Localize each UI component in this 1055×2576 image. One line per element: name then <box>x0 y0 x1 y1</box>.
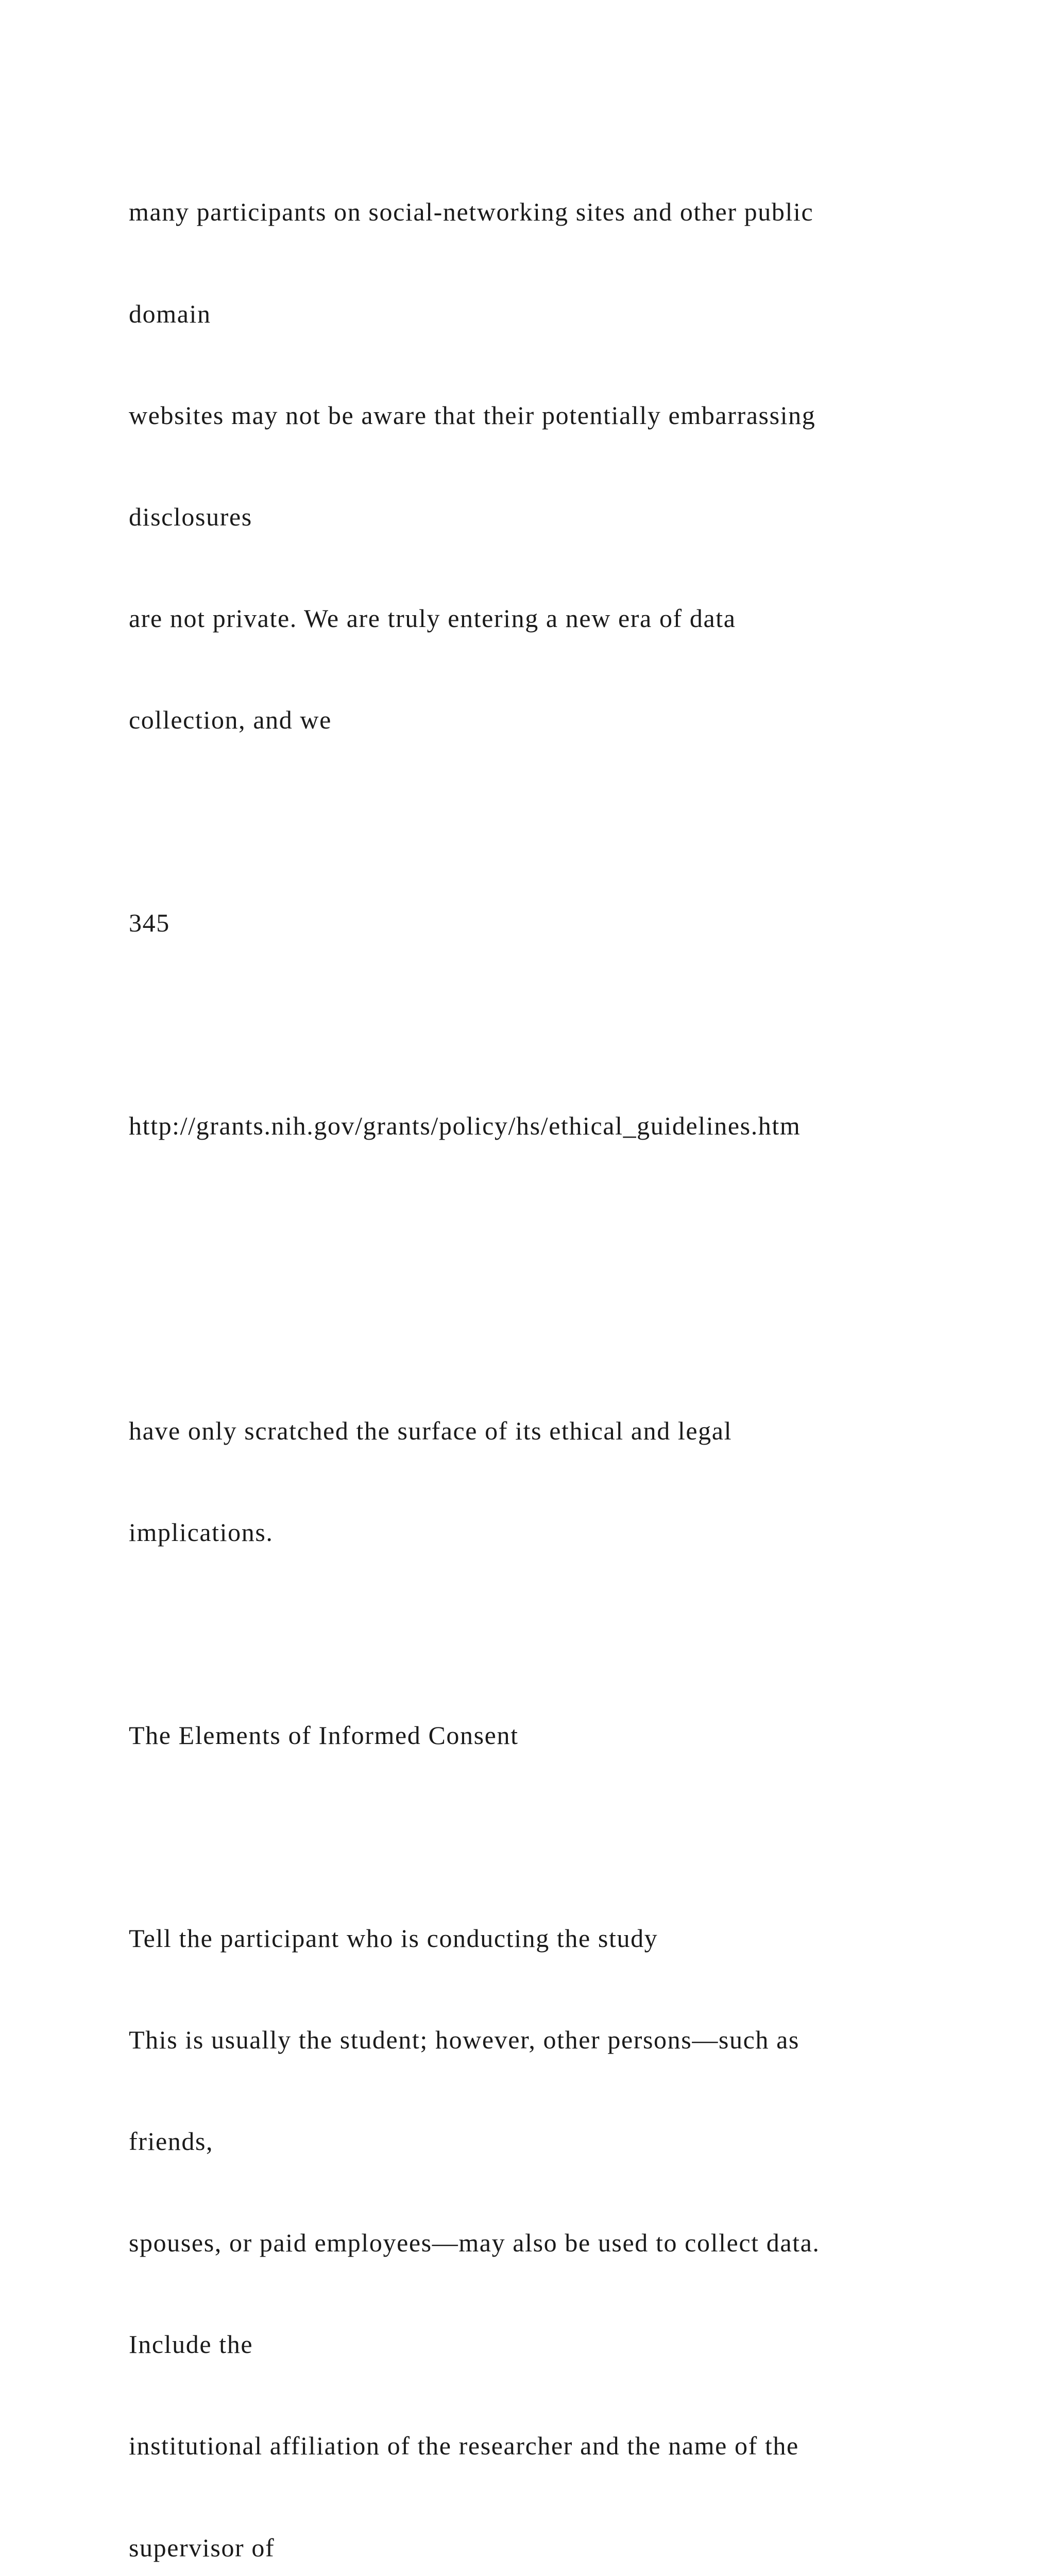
text-line: institutional affiliation of the researcher and the name of the <box>129 2431 799 2461</box>
blank-line <box>129 1211 1005 1245</box>
text-line: many participants on social-networking sites and other public <box>129 197 814 227</box>
text-line: supervisor of <box>129 2533 275 2562</box>
text-line: websites may not be aware that their potentially embarrassing <box>129 400 816 430</box>
text-line: implications. <box>129 1517 274 1547</box>
page-number: 345 <box>129 908 170 938</box>
text-line: collection, and we <box>129 705 332 734</box>
text-line: spouses, or paid employees—may also be used to collect data. <box>129 2228 820 2258</box>
text-line: friends, <box>129 2127 214 2156</box>
text-line: are not private. We are truly entering a new era of data <box>129 603 736 633</box>
blank-line <box>129 1312 1005 1346</box>
blank-line <box>129 805 1005 839</box>
text-line: domain <box>129 299 211 328</box>
blank-line <box>129 1617 1005 1651</box>
blank-line <box>129 1820 1005 1854</box>
blank-line <box>129 1008 1005 1042</box>
url-text: http://grants.nih.gov/grants/policy/hs/ethical_guidelines.htm <box>129 1111 801 1141</box>
text-line: This is usually the student; however, other persons—such as <box>129 2025 799 2055</box>
subheading: Tell the participant who is conducting the study <box>129 1924 658 1953</box>
text-line: Include the <box>129 2330 253 2359</box>
document-body <box>129 128 1005 2576</box>
text-line: have only scratched the surface of its ethical and legal <box>129 1416 733 1445</box>
section-heading: The Elements of Informed Consent <box>129 1720 519 1750</box>
text-line: disclosures <box>129 502 252 531</box>
